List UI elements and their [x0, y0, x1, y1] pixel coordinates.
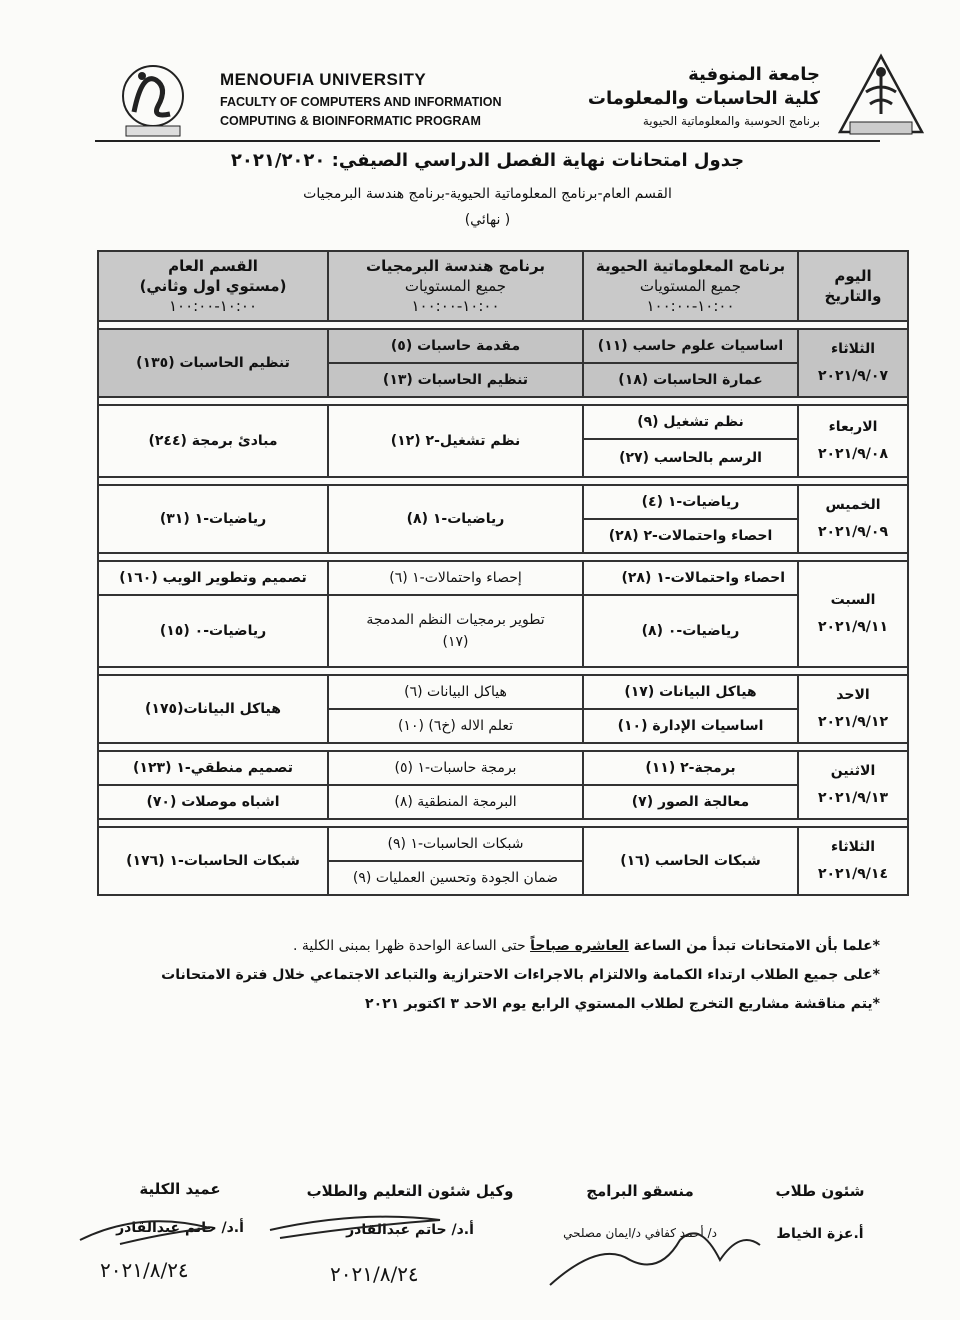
faculty-name-ar: كلية الحاسبات والمعلومات — [587, 88, 820, 109]
header-gen-levels: (مستوي اول وثاني) — [139, 276, 287, 295]
day-name: الخميس — [825, 497, 881, 514]
sw-exam: شبكات الحاسبات-١ (٩) — [328, 827, 583, 861]
gen-exam: تصميم وتطوير الويب (١٦٠) — [98, 561, 328, 595]
gen-exam: رياضيات-٠ (١٥) — [98, 595, 328, 667]
header-gen-name: القسم العام — [168, 256, 258, 275]
day-date: ٢٠٢١/٩/٠٧ — [817, 368, 889, 384]
page-subtitle: القسم العام-برنامج المعلوماتية الحيوية-برنامج هندسة البرمجيات — [303, 186, 672, 202]
bio-exam: عمارة الحاسبات (١٨) — [583, 363, 798, 397]
bio-exam: هياكل البيانات (١٧) — [583, 675, 798, 709]
header-day: اليوم والتاريخ — [798, 251, 908, 321]
day-cell — [798, 329, 908, 397]
header-sw-name: برنامج هندسة البرمجيات — [366, 256, 545, 275]
sig-name-coordinators: د/ أحمد كفافي د/ايمان مصلحي — [563, 1226, 717, 1240]
day-cell — [798, 561, 908, 667]
bio-exam: اساسيات الإدارة (١٠) — [583, 709, 798, 743]
sig-name-dean: أ.د/ حاتم عبدالقادر — [116, 1220, 244, 1236]
day-date: ٢٠٢١/٩/١١ — [817, 619, 889, 635]
day-cell — [798, 485, 908, 553]
bio-exam: معالجة الصور (٧) — [583, 785, 798, 819]
day-cell — [798, 405, 908, 477]
day-name: السبت — [830, 592, 876, 609]
header-bio-name: برنامج المعلوماتية الحيوية — [595, 256, 786, 275]
header-gen — [98, 251, 328, 321]
university-name-ar: جامعة المنوفية — [688, 64, 820, 85]
gen-exam: رياضيات-١ (٣١) — [98, 485, 328, 553]
dean-signature-stroke — [80, 1221, 210, 1244]
table-row — [98, 751, 908, 785]
sw-exam-line: (١٧) — [442, 634, 469, 650]
vice-dean-signature-stroke — [270, 1217, 440, 1238]
note-masks: *على جميع الطلاب ارتداء الكمامة والالتزام بالاجراءات الاحترازية والتباعد الاجتماعي خلال فترة الامتحانات — [161, 967, 880, 983]
note-1c: حتى الساعة الواحدة ظهرا بمبنى الكلية . — [292, 938, 531, 954]
day-cell — [798, 751, 908, 819]
bio-exam: رياضيات-٠ (٨) — [583, 595, 798, 667]
sig-title-dean: عميد الكلية — [139, 1180, 221, 1198]
header-bio-levels: جميع المستويات — [639, 276, 742, 295]
bio-exam: شبكات الحاسب (١٦) — [583, 827, 798, 895]
day-cell — [798, 675, 908, 743]
table-row — [98, 595, 908, 667]
table-header-row — [98, 251, 908, 321]
bio-exam: نظم تشغيل (٩) — [583, 405, 798, 439]
faculty-name-en: FACULTY OF COMPUTERS AND INFORMATION — [220, 95, 502, 109]
bio-exam: برمجة-٢ (١١) — [583, 751, 798, 785]
header-sw — [328, 251, 583, 321]
table-row — [98, 785, 908, 819]
day-name: الاحد — [836, 687, 870, 704]
table-row — [98, 675, 908, 709]
sw-exam: مقدمة حاسبات (٥) — [328, 329, 583, 363]
header-bio — [583, 251, 798, 321]
gen-exam: هياكل البيانات(١٧٥) — [98, 675, 328, 743]
header-divider — [95, 140, 880, 142]
sw-exam: ضمان الجودة وتحسين العمليات (٩) — [328, 861, 583, 895]
bio-exam: رياضيات-١ (٤) — [583, 485, 798, 519]
gen-exam: اشباه موصلات (٧٠) — [98, 785, 328, 819]
university-logo — [836, 52, 926, 138]
sw-exam: هياكل البيانات (٦) — [328, 675, 583, 709]
sw-exam: برمجة حاسبات-١ (٥) — [328, 751, 583, 785]
program-name-ar: برنامج الحوسبة والمعلوماتية الحيوية — [642, 114, 820, 128]
coordinators-signature-stroke — [550, 1233, 760, 1285]
page-subtitle-final: ( نهائي) — [464, 212, 511, 228]
header-gen-time: ١٠:٠٠-١٠٠:٠٠ — [168, 297, 258, 316]
bio-exam: احصاء واحتمالات-٢ (٢٨) — [583, 519, 798, 553]
header-sw-levels: جميع المستويات — [404, 276, 507, 295]
table-row — [98, 485, 908, 519]
header-sw-time: ١٠:٠٠-١٠٠:٠٠ — [411, 297, 500, 316]
bio-exam: احصاء واحتمالات-١ (٢٨) — [583, 561, 798, 595]
sw-exam: البرمجة المنطقية (٨) — [328, 785, 583, 819]
header-bio-time: ١٠:٠٠-١٠٠:٠٠ — [646, 297, 735, 316]
sig-title-vice-dean: وكيل شئون التعليم والطلاب — [306, 1182, 514, 1200]
gen-exam: شبكات الحاسبات-١ (١٧٦) — [98, 827, 328, 895]
sig-title-student-affairs: شئون طلاب — [775, 1182, 865, 1200]
sw-exam: تنظيم الحاسبات (١٣) — [328, 363, 583, 397]
day-date: ٢٠٢١/٩/٠٩ — [817, 524, 889, 540]
sw-exam: إحصاء واحتمالات-١ (٦) — [328, 561, 583, 595]
gen-exam: تنظيم الحاسبات (١٣٥) — [98, 329, 328, 397]
day-date: ٢٠٢١/٩/١٤ — [817, 866, 889, 882]
vice-dean-signature-date: ٢٠٢١/٨/٢٤ — [330, 1262, 419, 1286]
sig-name-vice-dean: أ.د/ حاتم عبدالقادر — [346, 1222, 474, 1238]
day-name: الثلاثاء — [830, 341, 876, 358]
day-date: ٢٠٢١/٩/٠٨ — [817, 446, 889, 462]
page-title: جدول امتحانات نهاية الفصل الدراسي الصيفي: ٢٠٢١/٢٠٢٠ — [230, 150, 745, 171]
gen-exam: تصميم منطقي-١ (١٢٣) — [98, 751, 328, 785]
day-date: ٢٠٢١/٩/١٣ — [817, 790, 889, 806]
table-row — [98, 329, 908, 363]
note-graduation: *يتم مناقشة مشاريع التخرج لطلاب المستوي الرابع يوم الاحد ٣ اكتوبر ٢٠٢١ — [365, 996, 880, 1012]
exam-schedule-table — [97, 250, 909, 896]
sw-exam-line: تطوير برمجيات النظم المدمجة — [366, 612, 545, 628]
day-name: الاثنين — [830, 763, 876, 780]
table-row — [98, 405, 908, 439]
day-date: ٢٠٢١/٩/١٢ — [817, 714, 889, 730]
note-1-emphasis: العاشره صباحاً — [530, 938, 629, 954]
gen-exam: مبادئ برمجة (٢٤٤) — [98, 405, 328, 477]
bio-exam: اساسيات علوم حاسب (١١) — [583, 329, 798, 363]
sw-exam-multiline — [328, 595, 583, 667]
dean-signature-date: ٢٠٢١/٨/٢٤ — [100, 1258, 189, 1282]
bio-exam: الرسم بالحاسب (٢٧) — [583, 439, 798, 477]
sw-exam: رياضيات-١ (٨) — [328, 485, 583, 553]
handwritten-signatures — [60, 1200, 900, 1300]
notes-section — [160, 938, 880, 1025]
day-name: الاربعاء — [828, 419, 878, 436]
sw-exam: تعلم الاله (خ٦) (١٠) — [328, 709, 583, 743]
table-row — [98, 827, 908, 861]
program-name-en: COMPUTING & BIOINFORMATIC PROGRAM — [220, 114, 481, 128]
university-name-en: MENOUFIA UNIVERSITY — [220, 70, 427, 89]
table-row — [98, 561, 908, 595]
sw-exam: نظم تشغيل-٢ (١٢) — [328, 405, 583, 477]
sig-name-student-affairs: أ.عزة الخياط — [776, 1226, 864, 1242]
day-name: الثلاثاء — [830, 839, 876, 856]
note-exam-time — [160, 938, 880, 954]
faculty-logo — [112, 62, 194, 140]
sig-title-coordinators: منسقو البرامج — [586, 1182, 694, 1200]
day-cell — [798, 827, 908, 895]
note-1a: *علما بأن الامتحانات تبدأ من الساعة — [628, 938, 880, 954]
